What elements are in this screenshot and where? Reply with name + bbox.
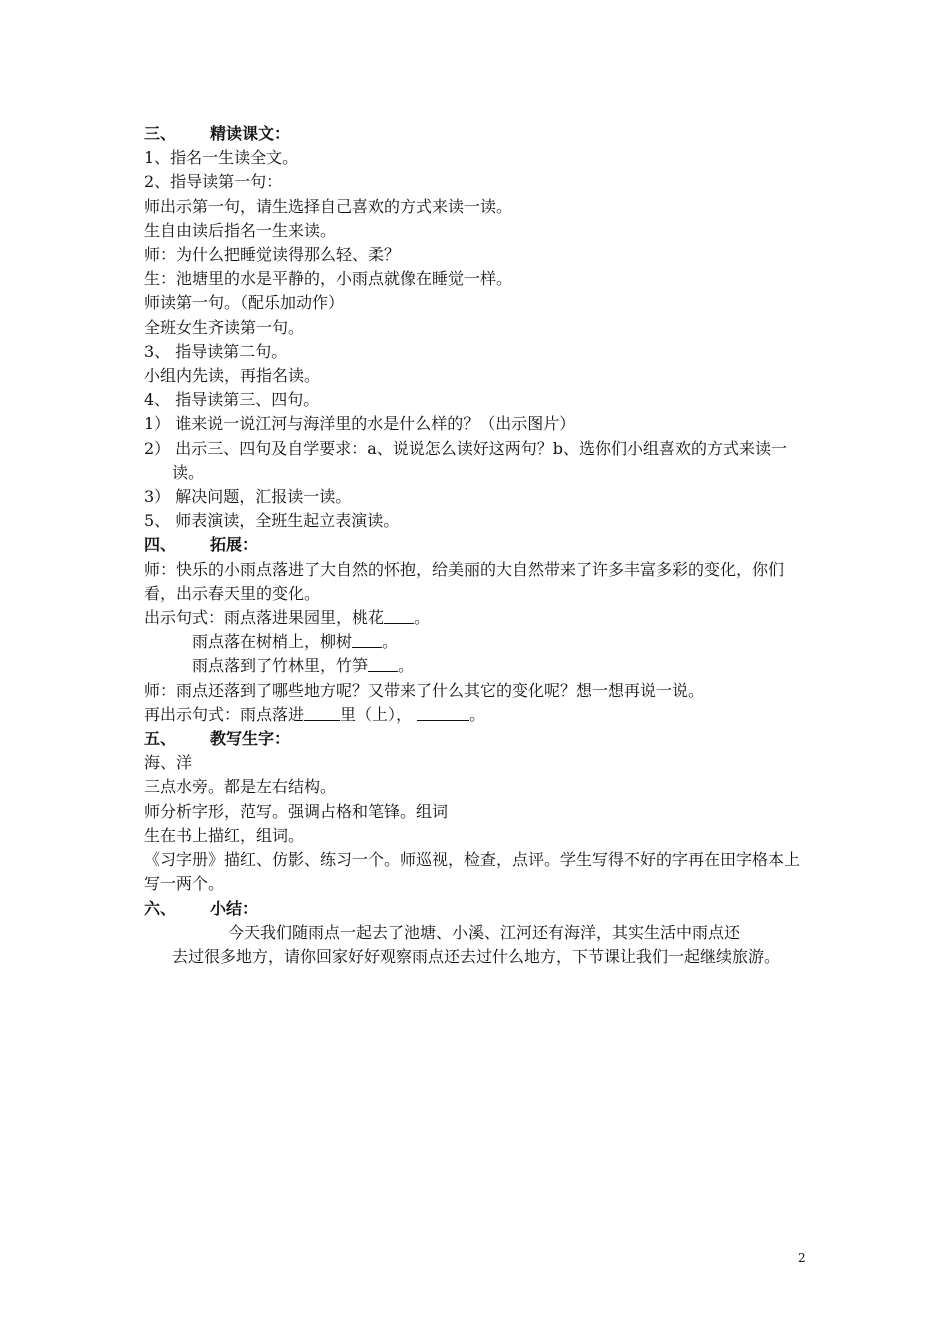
section-4-heading: [144, 533, 814, 557]
section-title: 教写生字：: [210, 729, 291, 749]
fill-blank: [368, 655, 398, 672]
section-6-heading: [144, 897, 814, 921]
pattern-end: 。: [469, 704, 486, 724]
text-line: 生：池塘里的水是平静的，小雨点就像在睡觉一样。: [144, 269, 513, 289]
text-line: 师：雨点还落到了哪些地方呢？又带来了什么其它的变化呢？想一想再说一说。: [144, 680, 705, 700]
sentence-pattern-3: [144, 654, 814, 678]
pattern-end: 。: [414, 608, 431, 628]
summary-paragraph: [144, 921, 814, 969]
section-number: 六、: [144, 898, 177, 918]
section-number: 四、: [144, 535, 177, 555]
sentence-pattern-2: [144, 630, 814, 654]
pattern-text: 雨点落到了竹林里，竹笋: [192, 656, 369, 676]
text-line: 师分析字形，范写。强调占格和笔锋。组词: [144, 801, 449, 821]
fill-blank: [384, 607, 414, 624]
text-line: 1、指名一生读全文。: [144, 148, 299, 168]
section-number: 三、: [144, 124, 177, 143]
text-line-wrapped: 2） 出示三、四句及自学要求：a、说说怎么读好这两句？b、选你们小组喜欢的方式来读一读。: [144, 438, 788, 482]
text-line: 小组内先读，再指名读。: [144, 366, 321, 386]
section-title: 精读课文：: [210, 124, 291, 143]
text-paragraph: 《习字册》描红、仿影、练习一个。师巡视，检查，点评。学生写得不好的字再在田字格本上写一两个。: [144, 850, 801, 894]
section-title: 拓展：: [210, 535, 259, 555]
text-line: 全班女生齐读第一句。: [144, 317, 305, 337]
pattern-text: 里（上），: [340, 704, 413, 724]
text-line: 3） 解决问题，汇报读一读。: [144, 487, 352, 507]
text-line: 生在书上描红，组词。: [144, 825, 305, 845]
text-line: 海、洋: [144, 753, 193, 773]
summary-first-line: 今天我们随雨点一起去了池塘、小溪、江河还有海洋，其实生活中雨点还: [228, 922, 741, 942]
text-line: 师读第一句。（配乐加动作）: [144, 293, 345, 313]
sentence-pattern-1: [144, 606, 814, 630]
pattern-end: 。: [382, 632, 399, 652]
text-line: 2、指导读第一句：: [144, 172, 283, 192]
summary-rest: 去过很多地方，请你回家好好观察雨点还去过什么地方，下节课让我们一起继续旅游。: [172, 946, 781, 966]
text-line: 5、 师表演读，全班生起立表演读。: [144, 511, 400, 531]
text-line: 三点水旁。都是左右结构。: [144, 777, 337, 797]
lesson-plan-body: [144, 122, 814, 969]
section-5-heading: [144, 727, 814, 751]
section-number: 五、: [144, 729, 177, 749]
section-3-heading: [144, 122, 814, 146]
fill-blank: [304, 704, 340, 721]
sentence-pattern-4: [144, 703, 814, 727]
page-number: 2: [798, 1251, 806, 1265]
text-line: 3、 指导读第二句。: [144, 341, 288, 361]
pattern-text: 雨点落在树梢上，柳树: [192, 632, 353, 652]
pattern-end: 。: [398, 656, 415, 676]
fill-blank: [352, 631, 382, 648]
expansion-intro: 师：快乐的小雨点落进了大自然的怀抱，给美丽的大自然带来了许多丰富多彩的变化，你们看，出示春天里的变化。: [144, 559, 785, 603]
text-line: 师出示第一句，请生选择自己喜欢的方式来读一读。: [144, 196, 513, 216]
pattern-text: 出示句式：雨点落进果园里，桃花: [144, 608, 385, 628]
section-title: 小结：: [210, 898, 259, 918]
text-line: 师：为什么把睡觉读得那么轻、柔？: [144, 245, 401, 265]
pattern-text: 再出示句式：雨点落进: [144, 704, 305, 724]
text-line: 1） 谁来说一说江河与海洋里的水是什么样的？（出示图片）: [144, 414, 576, 434]
text-line: 生自由读后指名一生来读。: [144, 220, 337, 240]
fill-blank: [417, 704, 469, 721]
text-line: 4、 指导读第三、四句。: [144, 390, 320, 410]
